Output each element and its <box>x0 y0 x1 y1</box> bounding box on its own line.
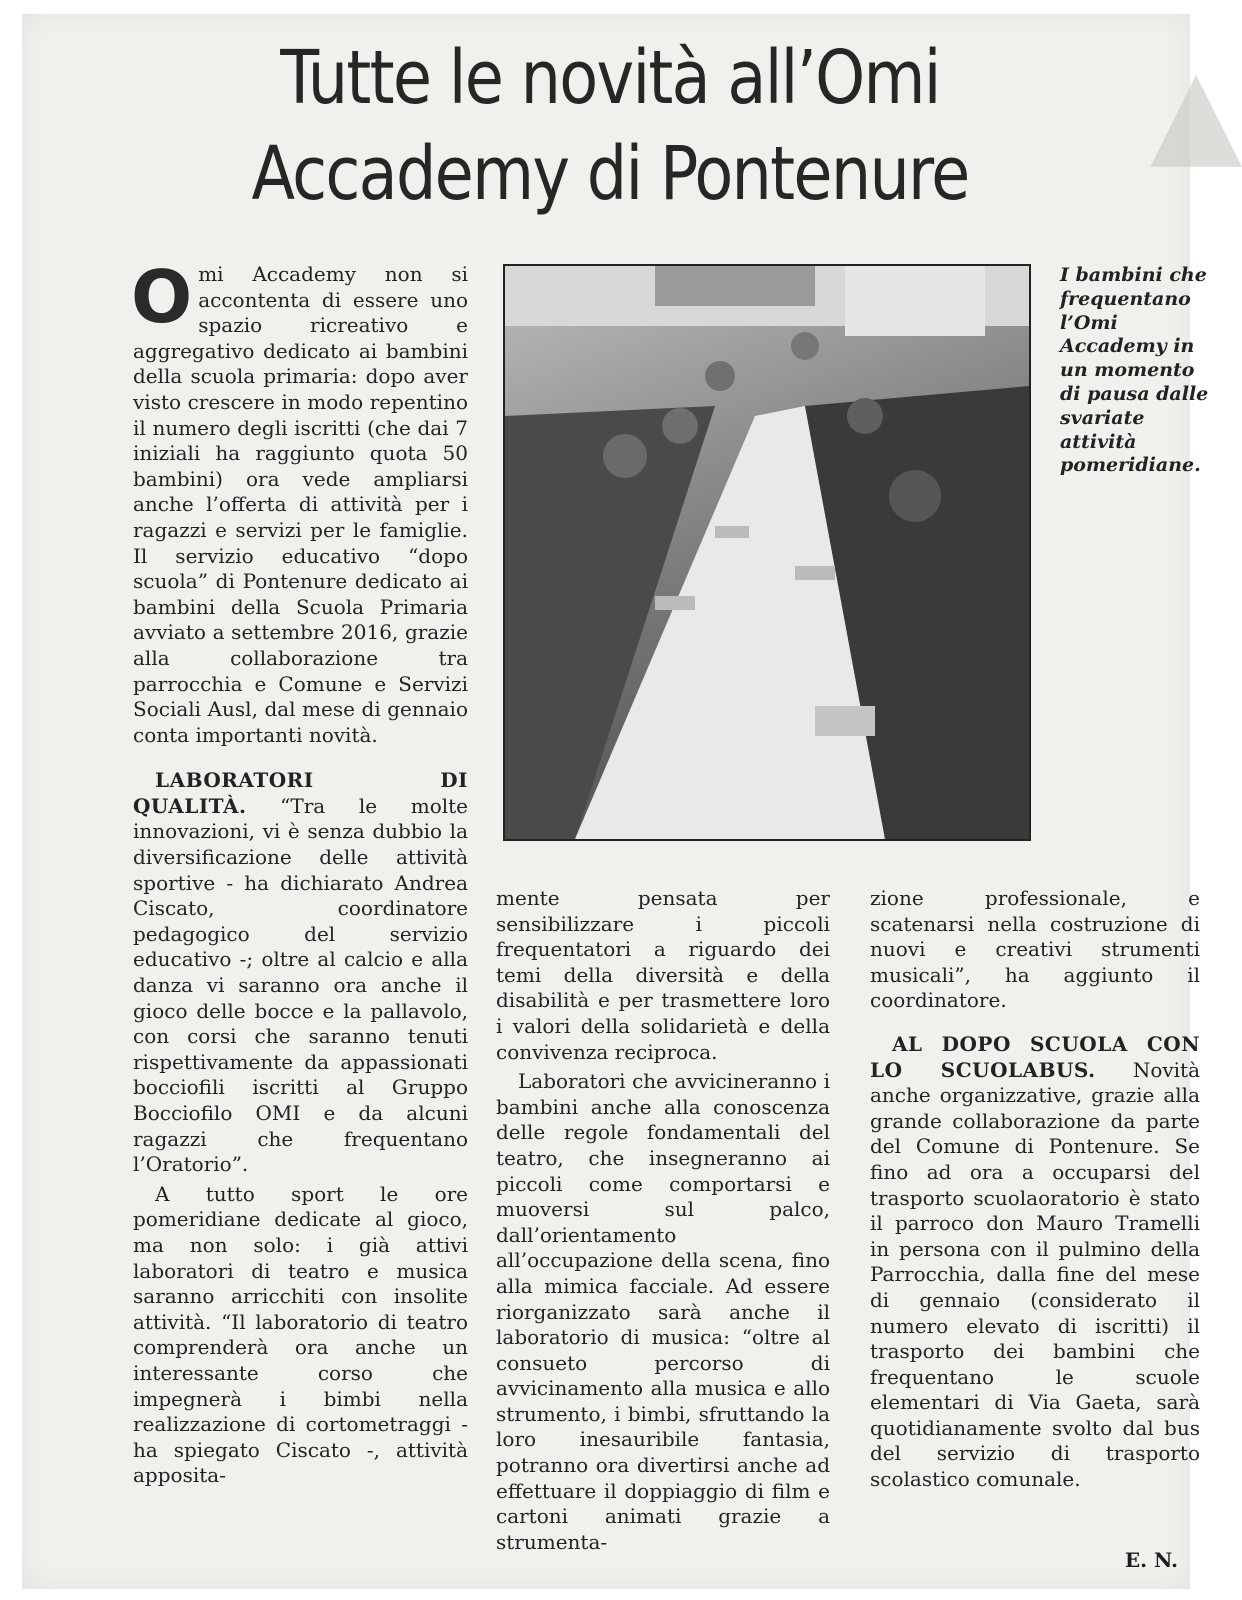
sport-paragraph: A tutto sport le ore pomeridiane dedicate al gioco, ma non solo: i già attivi laboratori di teatro e musica saranno arricchiti con insolite attività. “Il laboratorio di teatro comprenderà ora anche un interessante corso che impegnerà i bimbi nella realizzazione di cortometraggi - ha spiegato Ciscato -, attività apposita- <box>133 1181 468 1488</box>
headline-line-1: Tutte le novità all’Omi <box>280 35 940 121</box>
col2-paragraph-2: Laboratori che avvicineranno i bambini anche alla conoscenza delle regole fondamentali del teatro, che insegneranno ai piccoli come comportarsi e muoversi sul palco, dall’orientamento all’occupazione della scena, fino alla mimica facciale. Ad essere riorganizzato sarà anche il laboratorio di musica: “oltre al consueto percorso di avvicinamento alla musica e allo strumento, i bimbi, sfruttando la loro inesauribile fantasia, potranno ora divertirsi anche ad effettuare il doppiaggio di film e cartoni animati grazie a strumenta- <box>496 1069 830 1554</box>
bleed-through-decoration: ▲ <box>1150 40 1242 181</box>
children-at-table-photo <box>505 266 1029 839</box>
col2-paragraph-1: mente pensata per sensibilizzare i piccoli frequentatori a riguardo dei temi della diversità e della disabilità e per trasmettere loro i valori della solidarietà e della convivenza reciproca. <box>496 886 830 1064</box>
article-photo <box>503 264 1031 841</box>
intro-text: mi Accademy non si accontenta di essere uno spazio ricreativo e aggregativo dedicato ai bambini della scuola primaria: dopo aver visto crescere in modo repentino il numero degli iscritti (che dai 7 iniziali ha raggiunto quota 50 bambini) ora vede ampliarsi anche l’offerta di attività per i ragazzi e servizi per le famiglie. Il servizio educativo “dopo scuola” di Pontenure dedicato ai bambini della Scuola Primaria avviato a settembre 2016, grazie alla collaborazione tra parrocchia e Comune e Servizi Sociali Ausl, dal mese di gennaio conta importanti novità. <box>133 262 468 747</box>
intro-paragraph <box>131 255 468 748</box>
laboratori-paragraph <box>133 768 468 1178</box>
article-column-3 <box>870 886 1200 1493</box>
author-signature: E. N. <box>1124 1548 1178 1572</box>
laboratori-text: “Tra le molte innovazioni, vi è senza dubbio la diversificazione delle attività sportive - ha dichiarato Andrea Ciscato, coordinatore pedagogico del servizio educativo -; oltre al calcio e alla danza vi saranno ora anche il gioco delle bocce e la pallavolo, con corsi che saranno tenuti rispettivamente da appassionati bocciofili iscritti al Gruppo Bocciofilo OMI e da alcuni ragazzi che frequentano l’Oratorio”. <box>133 793 469 1177</box>
article-column-2 <box>496 886 830 1555</box>
article-column-1 <box>131 255 469 1489</box>
bus-paragraph <box>870 1032 1200 1493</box>
headline <box>163 30 1057 222</box>
photo-caption: I bambini che frequentano l’Omi Accademy in un momento di pausa dalle svariate attività pomeridiane. <box>1060 264 1209 477</box>
col3-paragraph-1: zione professionale, e scatenarsi nella costruzione di nuovi e creativi strumenti musicali”, ha aggiunto il coordinatore. <box>870 886 1200 1013</box>
headline-line-2: Accademy di Pontenure <box>251 131 969 217</box>
drop-cap: O <box>131 255 193 339</box>
laboratori-heading: LABORATORI DI QUALITÀ. <box>133 768 468 818</box>
bus-text: Novità anche organizzative, grazie alla grande collaborazione da parte del Comune di Pontenure. Se fino ad ora a occuparsi del trasporto scuolaoratorio è stato il parroco don Mauro Tramelli in persona con il pulmino della Parrocchia, dalla fine del mese di gennaio (considerato il numero elevato di iscritti) il trasporto dei bambini che frequentano le scuole elementari di Via Gaeta, sarà quotidianamente svolto dal bus del servizio di trasporto scolastico comunale. <box>870 1057 1201 1492</box>
bus-heading: AL DOPO SCUOLA CON LO SCUOLABUS. <box>870 1031 1200 1082</box>
